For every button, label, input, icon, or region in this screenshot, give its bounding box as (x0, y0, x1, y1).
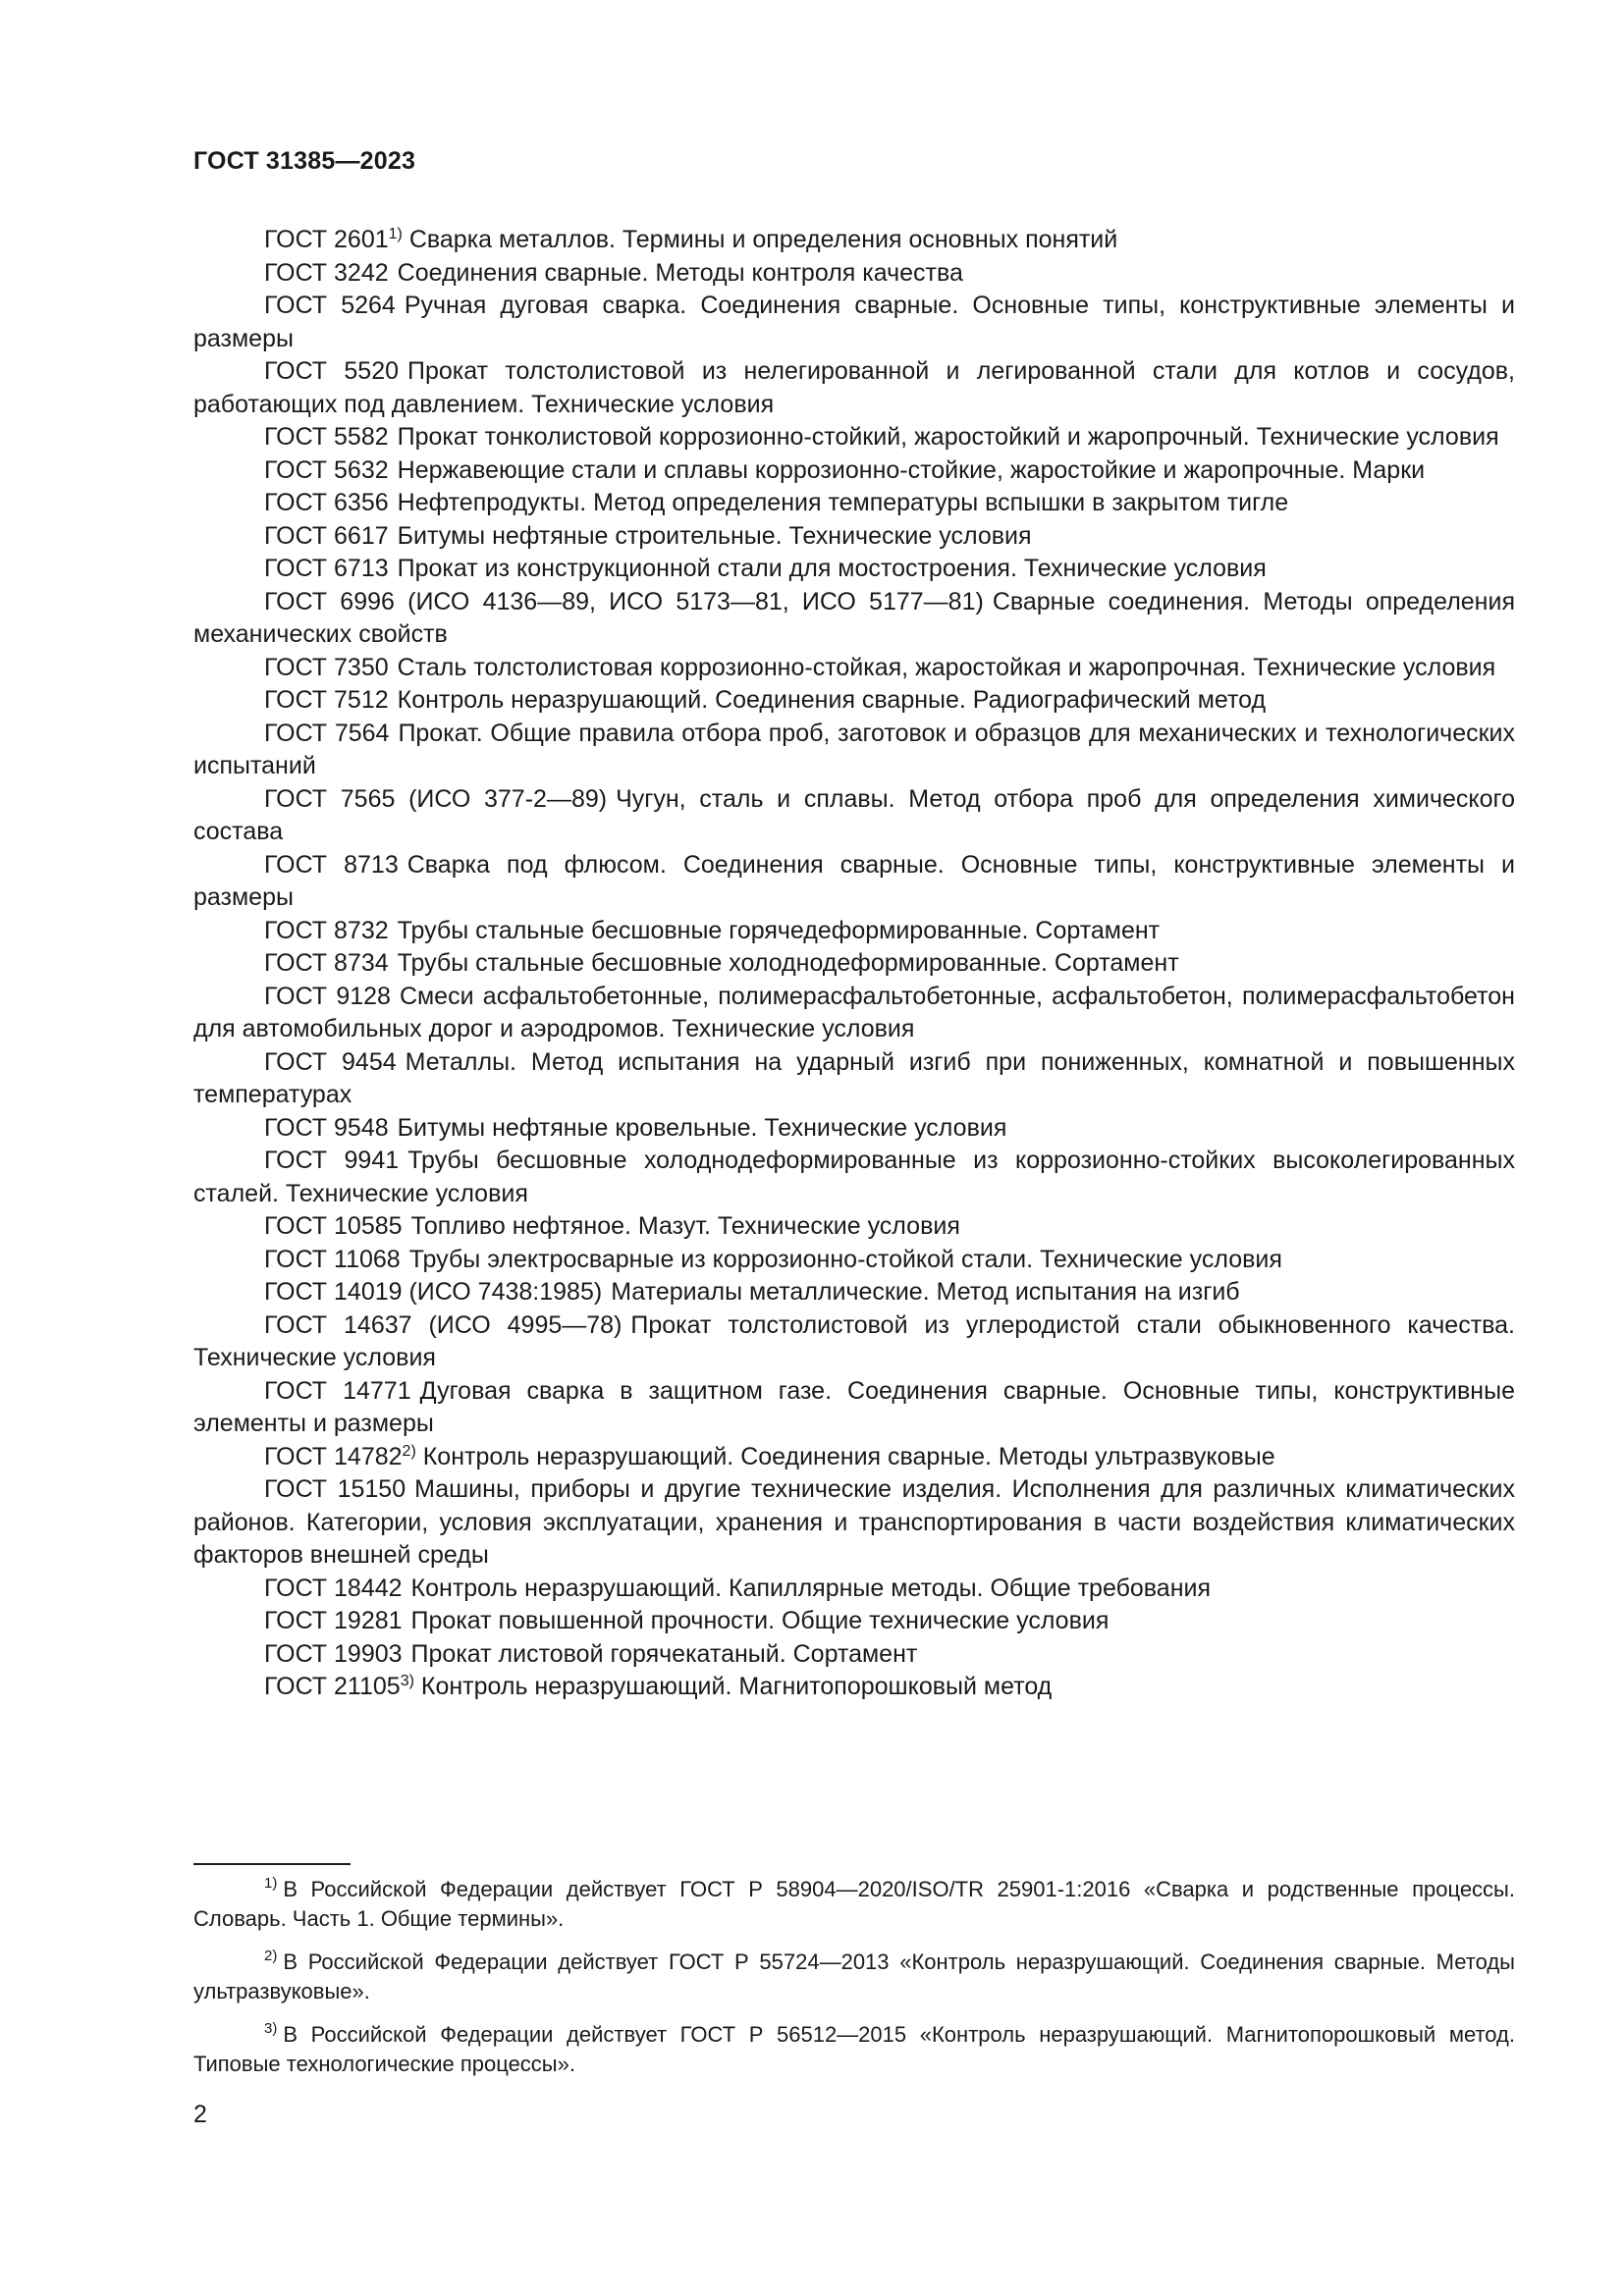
reference-title: Битумы нефтяные строительные. Технические условия (397, 521, 1032, 550)
reference-title: Сварка металлов. Термины и определения основных понятий (408, 226, 1118, 253)
footnote-separator (193, 1863, 351, 1865)
reference-item (193, 718, 1515, 783)
reference-title: Нефтепродукты. Метод определения температуры вспышки в закрытом тигле (397, 489, 1289, 516)
footnote-mark: 2) (264, 1948, 278, 1964)
reference-code: ГОСТ 9941 (264, 1147, 400, 1174)
reference-title: Дуговая сварка в защитном газе. Соединения сварные. Основные типы, конструктивные элементы и размеры (193, 1376, 1515, 1437)
reference-title: Материалы металлические. Метод испытания на изгиб (611, 1278, 1240, 1306)
reference-item (193, 290, 1515, 355)
reference-title: Контроль неразрушающий. Магнитопорошковый метод (420, 1673, 1053, 1700)
reference-code: ГОСТ 5632 (264, 455, 389, 484)
reference-item (193, 586, 1515, 652)
reference-code: ГОСТ 10585 (264, 1212, 403, 1240)
reference-title: Соединения сварные. Методы контроля качества (397, 258, 963, 287)
reference-title: Топливо нефтяное. Мазут. Технические условия (410, 1212, 960, 1240)
reference-code: ГОСТ 18442 (264, 1574, 403, 1602)
reference-code: ГОСТ 5264 (264, 292, 396, 319)
reference-item (193, 224, 1515, 257)
reference-item (193, 1671, 1515, 1704)
reference-item (193, 915, 1515, 948)
reference-code: ГОСТ 6356 (264, 489, 389, 516)
footnote-mark: 3) (264, 2020, 278, 2037)
footnote (193, 2020, 1515, 2079)
reference-item (193, 520, 1515, 554)
reference-code: ГОСТ 6996 (ИСО 4136—89, ИСО 5173—81, ИСО 5177—81) (264, 587, 984, 615)
reference-code: ГОСТ 21105 (264, 1673, 401, 1700)
reference-title: Прокат толстолистовой из нелегированной и легированной стали для котлов и сосудов, работающих под давлением. Технические условия (193, 357, 1515, 418)
reference-title: Металлы. Метод испытания на ударный изгиб при пониженных, комнатной и повышенных температурах (193, 1047, 1515, 1108)
page-number: 2 (193, 2101, 207, 2128)
reference-code: ГОСТ 8732 (264, 916, 389, 944)
footnote (193, 1948, 1515, 2006)
reference-code: ГОСТ 11068 (264, 1245, 401, 1273)
reference-code: ГОСТ 7564 (264, 719, 390, 747)
reference-code: ГОСТ 8713 (264, 850, 399, 879)
reference-code: ГОСТ 9128 (264, 982, 391, 1010)
reference-item (193, 981, 1515, 1046)
reference-item (193, 553, 1515, 586)
reference-item (193, 1473, 1515, 1573)
reference-item (193, 355, 1515, 421)
reference-item (193, 1605, 1515, 1638)
footnote (193, 1875, 1515, 1934)
reference-title: Машины, приборы и другие технические изделия. Исполнения для различных климатических районов. Категории, условия эксплуатации, хранения и транспортирования в части воздействия климатических факторов внешней среды (193, 1475, 1515, 1569)
reference-title: Сварка под флюсом. Соединения сварные. Основные типы, конструктивные элементы и размеры (193, 850, 1515, 911)
reference-title: Прокат листовой горячекатаный. Сортамент (410, 1639, 918, 1668)
reference-item (193, 1244, 1515, 1277)
reference-item (193, 1441, 1515, 1474)
reference-code: ГОСТ 3242 (264, 258, 389, 287)
reference-title: Сварные соединения. Методы определения механических свойств (193, 587, 1515, 648)
reference-item (193, 257, 1515, 291)
reference-code: ГОСТ 7350 (264, 653, 389, 681)
reference-title: Прокат тонколистовой коррозионно-стойкий, жаростойкий и жаропрочный. Технические условия (397, 423, 1499, 451)
reference-title: Прокат толстолистовой из углеродистой стали обыкновенного качества. Технические условия (193, 1310, 1515, 1371)
reference-item (193, 1375, 1515, 1441)
reference-item (193, 849, 1515, 915)
reference-item (193, 1276, 1515, 1309)
reference-title: Трубы стальные бесшовные горячедеформированные. Сортамент (397, 916, 1161, 944)
reference-title: Трубы бесшовные холоднодеформированные из коррозионно-стойких высоколегированных сталей. Технические условия (193, 1147, 1515, 1207)
reference-title: Прокат из конструкционной стали для мостостроения. Технические условия (397, 555, 1267, 582)
reference-title: Контроль неразрушающий. Капиллярные методы. Общие требования (410, 1574, 1212, 1602)
reference-code: ГОСТ 19903 (264, 1639, 403, 1668)
footnote-mark: 3) (400, 1673, 414, 1689)
reference-item (193, 783, 1515, 849)
reference-item (193, 1112, 1515, 1146)
reference-title: Трубы стальные бесшовные холоднодеформированные. Сортамент (397, 949, 1179, 977)
reference-code: ГОСТ 9454 (264, 1047, 397, 1076)
reference-code: ГОСТ 8734 (264, 949, 389, 977)
reference-item (193, 421, 1515, 454)
reference-item (193, 652, 1515, 685)
reference-item (193, 487, 1515, 520)
reference-item (193, 1309, 1515, 1375)
reference-title: Контроль неразрушающий. Соединения сварные. Радиографический метод (397, 686, 1267, 714)
reference-code: ГОСТ 2601 (264, 226, 389, 253)
reference-item (193, 1638, 1515, 1672)
reference-title: Ручная дуговая сварка. Соединения сварные. Основные типы, конструктивные элементы и размеры (193, 292, 1515, 352)
reference-title: Трубы электросварные из коррозионно-стойкой стали. Технические условия (408, 1245, 1282, 1273)
footnote-text: В Российской Федерации действует ГОСТ Р 55724—2013 «Контроль неразрушающий. Соединения сварные. Методы ультразвуковые». (193, 1949, 1515, 2003)
reference-code: ГОСТ 5520 (264, 357, 399, 385)
reference-item (193, 1046, 1515, 1112)
reference-code: ГОСТ 6617 (264, 521, 389, 550)
reference-code: ГОСТ 14782 (264, 1442, 403, 1470)
footnote-mark: 2) (402, 1442, 416, 1460)
footnote-mark: 1) (264, 1875, 278, 1892)
footnotes (193, 1875, 1515, 2093)
reference-code: ГОСТ 7512 (264, 686, 389, 714)
reference-item (193, 1145, 1515, 1210)
reference-code: ГОСТ 7565 (ИСО 377-2—89) (264, 784, 608, 813)
reference-code: ГОСТ 5582 (264, 423, 389, 451)
reference-code: ГОСТ 14637 (ИСО 4995—78) (264, 1310, 623, 1339)
reference-code: ГОСТ 14771 (264, 1376, 411, 1405)
reference-title: Смеси асфальтобетонные, полимерасфальтобетонные, асфальтобетон, полимерасфальтобетон для автомобильных дорог и аэродромов. Технические условия (193, 982, 1515, 1042)
reference-title: Контроль неразрушающий. Соединения сварные. Методы ультразвуковые (422, 1442, 1275, 1470)
document-header: ГОСТ 31385—2023 (193, 147, 416, 175)
reference-title: Прокат. Общие правила отбора проб, заготовок и образцов для механических и технологических испытаний (193, 719, 1515, 779)
reference-code: ГОСТ 9548 (264, 1113, 389, 1142)
reference-code: ГОСТ 19281 (264, 1607, 403, 1634)
footnote-mark: 1) (388, 226, 403, 242)
footnote-text: В Российской Федерации действует ГОСТ Р 56512—2015 «Контроль неразрушающий. Магнитопорошковый метод. Типовые технологические процессы». (193, 2022, 1515, 2076)
reference-code: ГОСТ 15150 (264, 1475, 406, 1503)
reference-item (193, 684, 1515, 718)
reference-code: ГОСТ 6713 (264, 555, 389, 582)
reference-item (193, 947, 1515, 981)
reference-code: ГОСТ 14019 (ИСО 7438:1985) (264, 1278, 603, 1306)
reference-item (193, 1573, 1515, 1606)
reference-item (193, 454, 1515, 488)
reference-title: Сталь толстолистовая коррозионно-стойкая, жаростойкая и жаропрочная. Технические условия (397, 653, 1496, 681)
normative-references-list (193, 224, 1515, 1704)
reference-title: Битумы нефтяные кровельные. Технические условия (397, 1113, 1007, 1142)
reference-title: Прокат повышенной прочности. Общие технические условия (410, 1607, 1110, 1634)
footnote-text: В Российской Федерации действует ГОСТ Р 58904—2020/ISO/TR 25901-1:2016 «Сварка и родственные процессы. Словарь. Часть 1. Общие термины». (193, 1877, 1515, 1931)
reference-title: Нержавеющие стали и сплавы коррозионно-стойкие, жаростойкие и жаропрочные. Марки (397, 455, 1426, 484)
reference-item (193, 1210, 1515, 1244)
reference-title: Чугун, сталь и сплавы. Метод отбора проб для определения химического состава (193, 784, 1515, 845)
